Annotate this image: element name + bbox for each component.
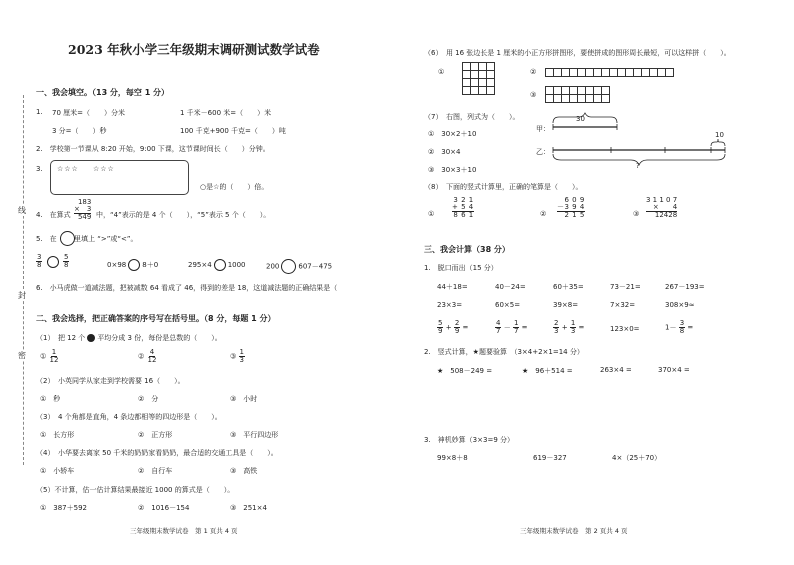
r-q8-option-2[interactable]: ② — [540, 210, 547, 218]
s2-q1-o3-d: 3 — [239, 356, 244, 364]
q1-c: 3 分=（ ）秒 — [52, 127, 107, 135]
q3-label: 3. — [36, 165, 43, 173]
s3-r2-1: 23×3= — [437, 301, 463, 309]
r-q8-calc-1 — [452, 197, 474, 219]
segment-diagram — [535, 112, 735, 174]
s3-r3-1-n1: 5 — [438, 319, 443, 327]
s3-r3-5-n: 3 — [679, 319, 685, 327]
r-q8-c1: 3 1 1 0 7 — [646, 196, 678, 204]
q5-answer-circle-2[interactable] — [128, 259, 140, 271]
ball-icon — [87, 334, 95, 342]
r-q8-b1: 6 0 9 — [564, 196, 585, 204]
q5-c: 0×98 — [107, 261, 127, 269]
s3-r1-5: 267－193= — [665, 283, 705, 291]
q5-answer-circle-4[interactable] — [281, 259, 296, 274]
r-q8-c2: × 4 — [646, 204, 677, 212]
r-q6-option-1[interactable]: ① — [438, 68, 445, 76]
s3-r3-3 — [553, 320, 584, 335]
r-q8-calc-2 — [557, 197, 585, 219]
s2-q3-option-1[interactable]: ① 长方形 — [40, 431, 75, 439]
s3-p2-item-1: ★ 508－249 = — [437, 367, 493, 375]
s3-r3-2-d1: 7 — [496, 327, 501, 335]
s3-r3-2-n2: 1 — [513, 319, 519, 327]
q5-g: 200 — [266, 262, 280, 271]
s3-r3-5 — [665, 320, 693, 335]
s3-p2-item-3: 263×4 = — [600, 366, 632, 374]
q5-b: 里填上 “>”或“<”。 — [74, 235, 138, 243]
s2-q1-o2-mark: ② — [138, 352, 145, 361]
s2-q1-o2-d: 12 — [147, 356, 157, 364]
s3-r2-5: 308×9≈ — [665, 301, 695, 309]
s3-p3-heading: 3. 神机妙算（3×3=9 分） — [424, 436, 514, 444]
r-q7-option-1[interactable]: ① 30×2＋10 — [428, 130, 477, 138]
r-q8-c3: 12428 — [654, 211, 678, 219]
s3-r3-1-d2: 9 — [454, 327, 460, 335]
q5-compare-2 — [107, 259, 158, 271]
s3-r3-3-n1: 2 — [554, 319, 559, 327]
q4-v1: 183 — [77, 198, 92, 206]
s3-r3-3-op: + — [561, 323, 568, 332]
r-q6: （6） 用 16 张边长是 1 厘米的小正方形拼图形，要使拼成的图形周长最短，可以这样拼（ ）。 — [424, 49, 731, 57]
footer-right: 三年级期末数学试卷 第 2 页共 4 页 — [520, 527, 628, 535]
q5-frac1-d: 8 — [37, 261, 42, 269]
q5-frac1-n: 3 — [37, 253, 42, 261]
q5-answer-circle-3[interactable] — [214, 259, 226, 271]
q1-d: 100 千克+900 千克=（ ）吨 — [180, 127, 286, 135]
q1-label: 1. — [36, 108, 43, 116]
s3-p3-item-1: 99×8＋8 — [437, 454, 468, 462]
s3-p1-heading: 1. 脱口而出（15 分） — [424, 264, 498, 272]
q3-stars-b: ☆☆☆ — [93, 165, 115, 173]
s2-q4-option-2[interactable]: ② 自行车 — [138, 467, 173, 475]
s2-q1-o2-n: 4 — [149, 348, 155, 356]
s3-r3-3-d2: 3 — [570, 327, 576, 335]
r-q8-a2: + 5 4 — [452, 203, 474, 211]
section-1-heading: 一、我会填空。（13 分，每空 1 分） — [36, 88, 170, 97]
s3-r1-1: 44＋18= — [437, 283, 468, 291]
side-label-feng: 封 — [18, 291, 26, 300]
q5-compare-1 — [36, 254, 69, 269]
s3-r1-3: 60＋35= — [553, 283, 584, 291]
s3-p2-heading: 2. 竖式计算，★题要验算 （3×4+2×1=14 分） — [424, 348, 584, 356]
s3-r3-1-d1: 9 — [438, 327, 443, 335]
s3-r3-3-d1: 3 — [554, 327, 559, 335]
s3-r2-3: 39×8= — [553, 301, 579, 309]
s3-r2-2: 60×5= — [495, 301, 521, 309]
s2-q5-option-1[interactable]: ① 387＋592 — [40, 504, 87, 512]
s2-q5-option-2[interactable]: ② 1016－154 — [138, 504, 190, 512]
q4-b: 中，“4”表示的是 4 个（ ），“5”表示 5 个（ ）。 — [96, 211, 271, 219]
r-q7-jia-label: 甲： — [536, 125, 550, 133]
binding-line — [23, 95, 24, 465]
q1-a: 70 厘米=（ ）分米 — [52, 109, 125, 117]
r-q8: （8） 下面的竖式计算里，正确的笔算是（ ）。 — [424, 183, 583, 191]
r-q7-question-label: ? — [636, 162, 640, 170]
q5-d: 8＋0 — [142, 261, 159, 269]
s3-r3-2-n1: 4 — [496, 319, 501, 327]
r-q7-10-label: 10 — [715, 131, 724, 139]
s3-r3-5-eq: = — [687, 323, 694, 332]
s2-q2: （2） 小英同学从家走到学校需要 16（ ）。 — [36, 377, 185, 385]
r-q7-option-2[interactable]: ② 30×4 — [428, 148, 461, 156]
q4-a: 4. 在算式 — [36, 211, 71, 219]
r-q8-option-3[interactable]: ③ — [633, 210, 640, 218]
s2-q1-o3-mark: ③ — [230, 352, 237, 361]
strip-2x8-figure — [545, 86, 610, 103]
q5-e: 295×4 — [188, 261, 212, 269]
footer-left: 三年级期末数学试卷 第 1 页共 4 页 — [130, 527, 238, 535]
s3-r3-5-d: 8 — [679, 327, 685, 335]
q5-a: 5. 在 — [36, 235, 57, 243]
s2-q5: （5）不计算，估一估计算结果最接近 1000 的算式是（ ）。 — [36, 486, 235, 494]
brace-30 — [553, 113, 617, 123]
s2-q5-option-3[interactable]: ③ 251×4 — [230, 504, 267, 512]
s2-q4-option-1[interactable]: ① 小轿车 — [40, 467, 75, 475]
s3-p2-item-2: ★ 96＋514 = — [522, 367, 573, 375]
s2-q1-a: （1） 把 12 个 — [36, 334, 86, 342]
strip-1x16-figure — [545, 68, 674, 77]
r-q7-option-3[interactable]: ③ 30×3＋10 — [428, 166, 477, 174]
s2-q3-option-3[interactable]: ③ 平行四边形 — [230, 431, 279, 439]
r-q6-option-3[interactable]: ③ — [530, 91, 537, 99]
section-3-heading: 三、我会计算（38 分） — [424, 245, 510, 254]
r-q6-option-2[interactable]: ② — [530, 68, 537, 76]
r-q7-30-label: 30 — [576, 115, 585, 123]
s3-r3-1-eq: = — [462, 323, 469, 332]
grid-4x4-figure — [462, 62, 495, 95]
r-q8-calc-3 — [646, 197, 677, 219]
q5-compare-4 — [266, 259, 332, 274]
s2-q2-option-2[interactable]: ② 分 — [138, 395, 159, 403]
q3-text: ○是☆的（ ）倍。 — [200, 183, 269, 191]
s2-q1 — [36, 333, 222, 343]
q1-b: 1 千米－600 米=（ ）米 — [180, 109, 272, 117]
s2-q1-b: 平均分成 3 份，每份是总数的（ ）。 — [97, 334, 222, 342]
s2-q2-option-3[interactable]: ③ 小时 — [230, 395, 258, 403]
s2-q1-o1-mark: ① — [40, 352, 47, 361]
brace-10 — [711, 139, 725, 146]
s3-r1-2: 40－24= — [495, 283, 526, 291]
q5-frac2-n: 5 — [63, 253, 69, 261]
s2-q3: （3） 4 个角都是直角，4 条边都相等的四边形是（ ）。 — [36, 413, 222, 421]
q5-h: 607－475 — [298, 262, 333, 271]
q5-answer-circle-1[interactable] — [47, 256, 59, 268]
r-q8-b3: 2 1 5 — [564, 211, 585, 219]
s3-r3-5-pre: 1－ — [665, 323, 677, 332]
s2-q1-option-3[interactable] — [230, 349, 245, 364]
s3-r3-1-n2: 2 — [454, 319, 460, 327]
s2-q1-o3-n: 1 — [239, 348, 244, 356]
s2-q3-option-2[interactable]: ② 正方形 — [138, 431, 173, 439]
s3-r3-1-op: + — [445, 323, 452, 332]
s3-r1-4: 73－21= — [610, 283, 641, 291]
s2-q1-o1-n: 1 — [51, 348, 57, 356]
s3-r3-1 — [437, 320, 468, 335]
s3-p3-item-3: 4×（25＋70） — [612, 454, 662, 462]
s2-q1-option-1[interactable] — [40, 349, 59, 364]
s3-r3-2-eq: = — [521, 323, 528, 332]
s3-r3-2-op: － — [503, 323, 511, 332]
r-q8-a3: 8 6 1 — [453, 211, 474, 219]
r-q8-a1: 3 2 1 — [453, 196, 474, 204]
q4-v3: 549 — [77, 213, 92, 221]
q5-circle-sample — [60, 231, 75, 246]
q4-v2: × 3 — [74, 205, 92, 213]
side-label-mi: 密 — [18, 351, 26, 360]
r-q8-option-1[interactable]: ① — [428, 210, 435, 218]
q5-compare-3 — [188, 259, 246, 271]
q5-f: 1000 — [227, 261, 246, 269]
s3-r3-3-n2: 1 — [570, 319, 576, 327]
s2-q4: （4） 小华要去离家 50 千米的奶奶家看奶奶，最合适的交通工具是（ ）。 — [36, 449, 278, 457]
s2-q1-o1-d: 12 — [49, 356, 59, 364]
s2-q1-option-2[interactable] — [138, 349, 157, 364]
r-q7-yi-label: 乙： — [536, 148, 550, 156]
s2-q4-option-3[interactable]: ③ 高铁 — [230, 467, 258, 475]
section-2-heading: 二、我会选择，把正确答案的序号写在括号里。（8 分，每题 1 分） — [36, 314, 276, 323]
q6: 6. 小马虎做一道减法题，把被减数 64 看成了 46，得到的差是 18，这道减法题的正确结果是（ — [36, 284, 338, 292]
s3-p3-item-2: 619－327 — [533, 454, 567, 462]
r-q8-b2: －3 9 4 — [557, 203, 585, 211]
s2-q2-option-1[interactable]: ① 秒 — [40, 395, 61, 403]
q2: 2. 学校第一节课从 8:20 开始，9:00 下课，这节课时间长（ ）分钟。 — [36, 145, 270, 153]
q3-stars-a: ☆☆☆ — [57, 165, 79, 173]
q5-frac2-d: 8 — [63, 261, 69, 269]
q4-vertical-calc — [74, 199, 91, 221]
page-title: 2023 年秋小学三年级期末调研测试数学试卷 — [68, 42, 320, 57]
s3-r3-4: 123×0= — [610, 325, 640, 333]
s3-p2-item-4: 370×4 = — [658, 366, 690, 374]
s3-r3-3-eq: = — [578, 323, 585, 332]
s3-r2-4: 7×32= — [610, 301, 636, 309]
side-label-xian: 线 — [18, 206, 26, 215]
s3-r3-2-d2: 7 — [513, 327, 519, 335]
r-q7: （7） 右图，列式为（ ）。 — [424, 113, 520, 121]
s3-r3-2 — [495, 320, 528, 335]
